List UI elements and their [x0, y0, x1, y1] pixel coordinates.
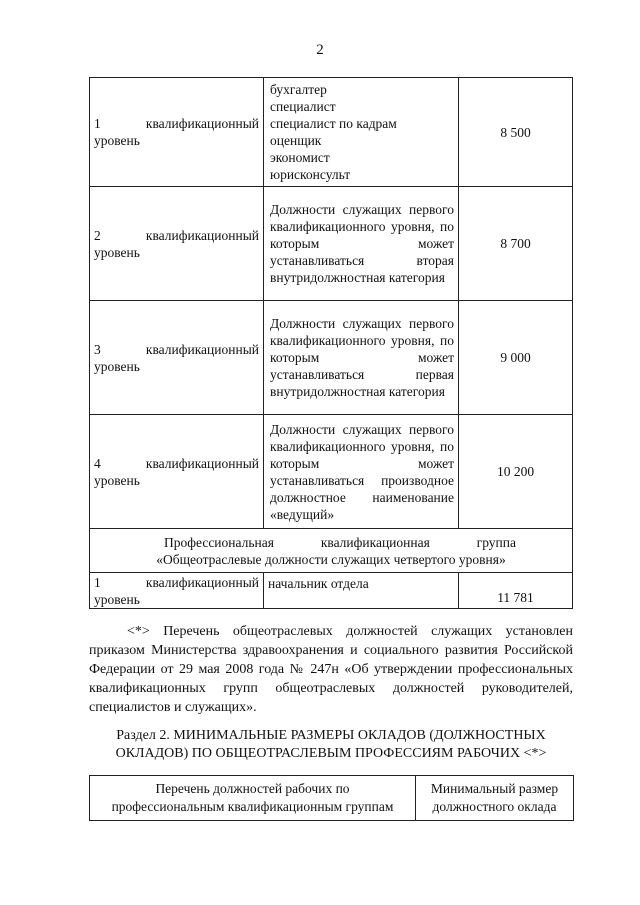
table-header-row: [90, 776, 574, 821]
positions-cell: [264, 78, 459, 187]
level-number: 1: [94, 574, 101, 590]
salary-cell: 10 200: [459, 415, 573, 529]
level-number: 2: [94, 227, 101, 243]
level-word: квалификационный: [145, 574, 259, 590]
section-title-line: Раздел 2. МИНИМАЛЬНЫЕ РАЗМЕРЫ ОКЛАДОВ (ДОЛЖНОСТНЫХ: [116, 728, 546, 743]
level-word: квалификационный: [145, 227, 259, 243]
qualification-level-cell: [90, 415, 264, 529]
footnote-text: <*> Перечень общеотраслевых должностей служащих установлен приказом Министерства здравоохранения и социального развития Российской Федерации от 29 мая 2008 года № 247н «Об утверждении профессиональных квалификационных групп общеотраслевых должностей руководителей, специалистов и служащих».: [89, 624, 573, 715]
workers-table: [89, 775, 574, 821]
table-row: [90, 187, 573, 301]
group-header-row: [90, 529, 573, 573]
position-item: специалист: [270, 99, 336, 114]
group-word: Профессиональная: [164, 534, 274, 550]
level-tail: уровень: [94, 472, 140, 488]
positions-cell: Должности служащих первого квалификационного уровня, по которым может устанавливаться первая внутридолжностная категория: [264, 301, 459, 415]
footnote: [89, 622, 573, 717]
positions-cell: Должности служащих первого квалификационного уровня, по которым может устанавливаться производное должностное наименование «ведущий»: [264, 415, 459, 529]
header-line: профессиональным квалификационным группам: [111, 799, 394, 814]
salary-cell: 11 781: [459, 573, 573, 609]
column-header: [416, 776, 574, 821]
table-row: [90, 78, 573, 187]
group-word: квалификационная: [320, 534, 430, 550]
level-word: квалификационный: [145, 455, 259, 471]
position-item: экономист: [270, 150, 330, 165]
header-line: должностного оклада: [432, 799, 557, 814]
table-row: [90, 573, 573, 609]
positions-cell: Должности служащих первого квалификационного уровня, по которым может устанавливаться вторая внутридолжностная категория: [264, 187, 459, 301]
position-item: бухгалтер: [270, 82, 327, 97]
qualification-level-cell: [90, 187, 264, 301]
level-number: 4: [94, 455, 101, 471]
level-word: квалификационный: [145, 116, 259, 131]
position-item: оценщик: [270, 133, 322, 148]
level-tail: уровень: [94, 358, 140, 374]
header-line: Перечень должностей рабочих по: [155, 781, 350, 796]
group-header-cell: [90, 529, 573, 573]
table-row: [90, 415, 573, 529]
position-item: юрисконсульт: [270, 167, 351, 182]
level-number: 1: [94, 116, 101, 131]
qualification-level-cell: [90, 573, 264, 609]
section-title: [89, 727, 573, 763]
column-header: [90, 776, 416, 821]
salary-table: [89, 77, 573, 609]
level-tail: уровень: [94, 591, 140, 607]
salary-cell: 9 000: [459, 301, 573, 415]
level-word: квалификационный: [145, 341, 259, 357]
positions-cell: начальник отдела: [264, 573, 459, 609]
level-number: 3: [94, 341, 101, 357]
section-title-line: ОКЛАДОВ) ПО ОБЩЕОТРАСЛЕВЫМ ПРОФЕССИЯМ РАБОЧИХ <*>: [115, 746, 547, 761]
group-title: «Общеотраслевые должности служащих четвертого уровня»: [156, 551, 506, 567]
salary-cell: 8 500: [459, 78, 573, 187]
qualification-level-cell: [90, 78, 264, 187]
header-line: Минимальный размер: [430, 781, 559, 796]
page-number: 2: [316, 42, 324, 58]
position-item: специалист по кадрам: [270, 116, 397, 131]
level-tail: уровень: [94, 133, 140, 148]
level-tail: уровень: [94, 244, 140, 260]
table-row: [90, 301, 573, 415]
group-word: группа: [476, 534, 516, 550]
qualification-level-cell: [90, 301, 264, 415]
salary-cell: 8 700: [459, 187, 573, 301]
